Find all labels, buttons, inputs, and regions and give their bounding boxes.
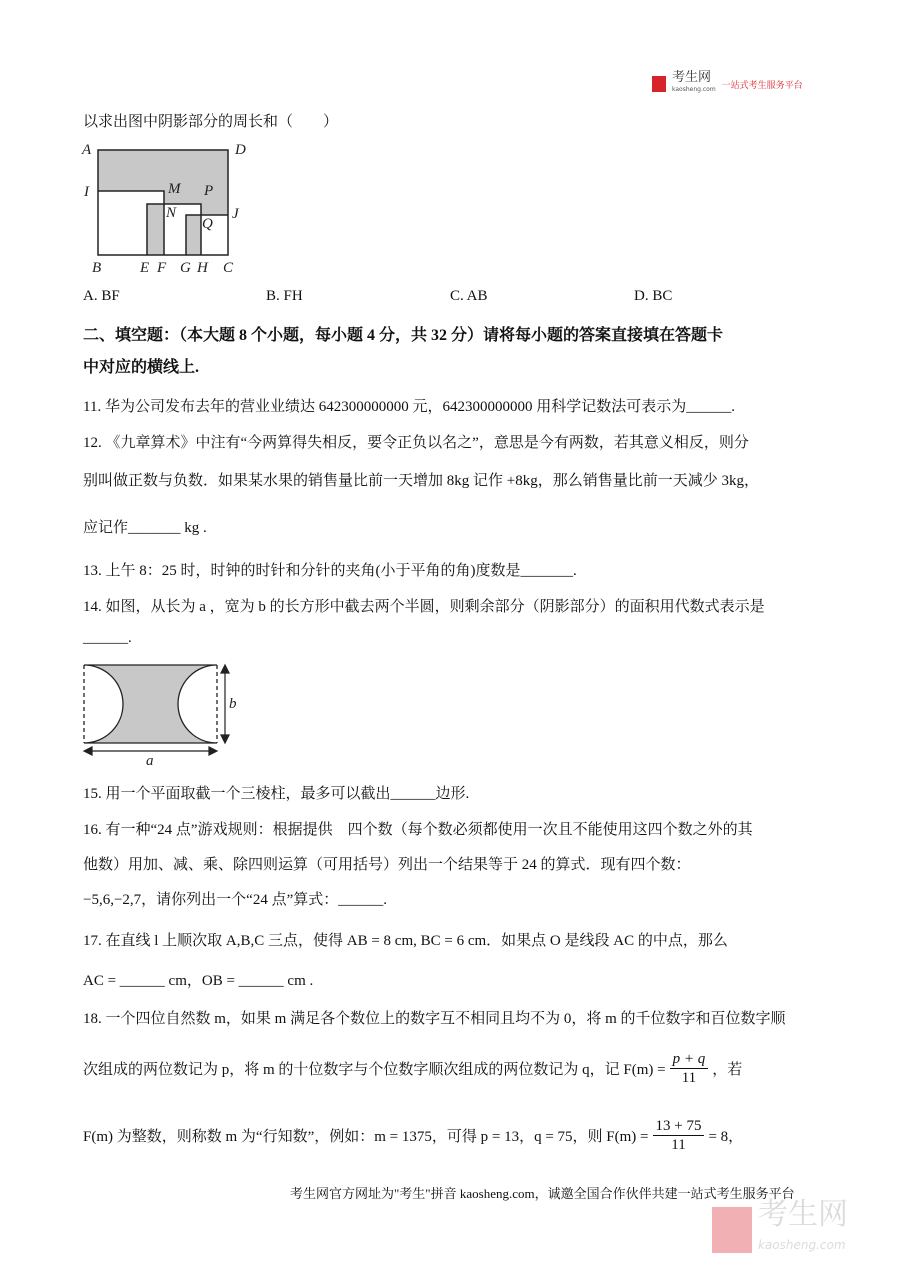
watermark-name: 考生网 — [758, 1197, 848, 1232]
label-P: P — [204, 183, 214, 199]
q14-line2: ______. — [83, 630, 132, 646]
logo-domain: kaosheng.com — [672, 86, 716, 93]
option-b: B. FH — [266, 288, 303, 304]
label-N: N — [166, 205, 177, 221]
q18-line3 — [83, 1117, 743, 1154]
fraction-1-denominator: 11 — [681, 1070, 697, 1086]
q18-line2-text: 次组成的两位数记为 p，将 m 的十位数字与个位数字顺次组成的两位数记为 q，记 F(m) = — [83, 1062, 666, 1078]
label-J: J — [232, 206, 239, 222]
label-E: E — [140, 260, 150, 276]
label-A: A — [82, 142, 92, 158]
label-Q: Q — [202, 216, 213, 232]
q10-tail: 以求出图中阴影部分的周长和（ ） — [83, 114, 339, 130]
label-H: H — [197, 260, 208, 276]
label-G: G — [180, 260, 191, 276]
q12-line1: 12. 《九章算术》中注有“今两算得失相反，要令正负以名之”，意思是今有两数，若其意义相反，则分 — [83, 435, 749, 451]
q12-line2: 别叫做正数与负数．如果某水果的销售量比前一天增加 8kg 记作 +8kg，那么销售量比前一天减少 3kg， — [83, 473, 759, 489]
fraction-1 — [670, 1050, 709, 1087]
q12-line3: 应记作_______ kg . — [83, 520, 207, 536]
fraction-2-numerator: 13 + 75 — [653, 1117, 705, 1136]
q18-line3-tail: = 8， — [708, 1129, 744, 1145]
q17-line2: AC = ______ cm，OB = ______ cm . — [83, 973, 314, 989]
q16-line3: −5,6,−2,7，请你列出一个“24 点”算式：______. — [83, 892, 387, 908]
logo-name: 考生网 — [672, 70, 712, 85]
fraction-2 — [653, 1117, 705, 1154]
watermark-icon — [712, 1207, 752, 1253]
q14-line1: 14. 如图，从长为 a ，宽为 b 的长方形中截去两个半圆，则剩余部分（阴影部分）的面积用代数式表示是 — [83, 599, 765, 615]
shaded-bar-gh — [186, 215, 201, 255]
q10-figure — [0, 0, 300, 290]
q16-line1: 16. 有一种“24 点”游戏规则：根据提供 四个数（每个数必须都使用一次且不能使用这四个数之外的其 — [83, 822, 753, 838]
footer-text: 考生网官方网址为"考生"拼音 kaosheng.com，诚邀全国合作伙伴共建一站式考生服务平台 — [290, 1186, 795, 1201]
fraction-2-denominator: 11 — [671, 1137, 686, 1153]
watermark-domain: kaosheng.com — [758, 1238, 846, 1252]
shaded-bar-ef — [147, 204, 164, 255]
q18-line1: 18. 一个四位自然数 m，如果 m 满足各个数位上的数字互不相同且均不为 0，将 m 的千位数字和百位数字顺 — [83, 1011, 786, 1027]
fraction-1-numerator: p + q — [670, 1050, 709, 1069]
q16-line2: 他数）用加、减、乘、除四则运算（可用括号）列出一个结果等于 24 的算式．现有四个数： — [83, 857, 691, 873]
label-M: M — [168, 181, 181, 197]
shaded-region — [84, 665, 217, 743]
section2-heading-2: 中对应的横线上. — [83, 359, 200, 376]
label-I: I — [84, 184, 89, 200]
label-b: b — [229, 696, 237, 712]
label-F: F — [157, 260, 167, 276]
label-D: D — [235, 142, 246, 158]
label-C: C — [223, 260, 234, 276]
section2-heading-1: 二、填空题：（本大题 8 个小题，每小题 4 分，共 32 分）请将每小题的答案直接填在答题卡 — [83, 327, 724, 344]
label-B: B — [92, 260, 102, 276]
watermark-logo — [712, 1197, 848, 1260]
q14-figure — [0, 650, 260, 770]
q15: 15. 用一个平面取截一个三棱柱，最多可以截出______边形. — [83, 786, 470, 802]
q11: 11. 华为公司发布去年的营业业绩达 642300000000 元，642300000000 用科学记数法可表示为______. — [83, 399, 735, 415]
option-d: D. BC — [634, 288, 673, 304]
option-c: C. AB — [450, 288, 488, 304]
q18-line3-text: F(m) 为整数，则称数 m 为“行知数”，例如：m = 1375，可得 p = 13，q = 75，则 F(m) = — [83, 1129, 649, 1145]
q18-line2-tail: ，若 — [712, 1062, 743, 1078]
header-slogan: 一站式考生服务平台 — [721, 80, 803, 91]
q18-line2 — [83, 1050, 742, 1087]
logo-icon — [652, 76, 666, 92]
header-logo — [652, 72, 803, 96]
label-a: a — [146, 753, 154, 769]
option-a: A. BF — [83, 288, 120, 304]
q13: 13. 上午 8：25 时，时钟的时针和分针的夹角(小于平角的角)度数是_______. — [83, 563, 577, 579]
q17-line1: 17. 在直线 l 上顺次取 A,B,C 三点，使得 AB = 8 cm, BC = 6 cm．如果点 O 是线段 AC 的中点，那么 — [83, 933, 728, 949]
